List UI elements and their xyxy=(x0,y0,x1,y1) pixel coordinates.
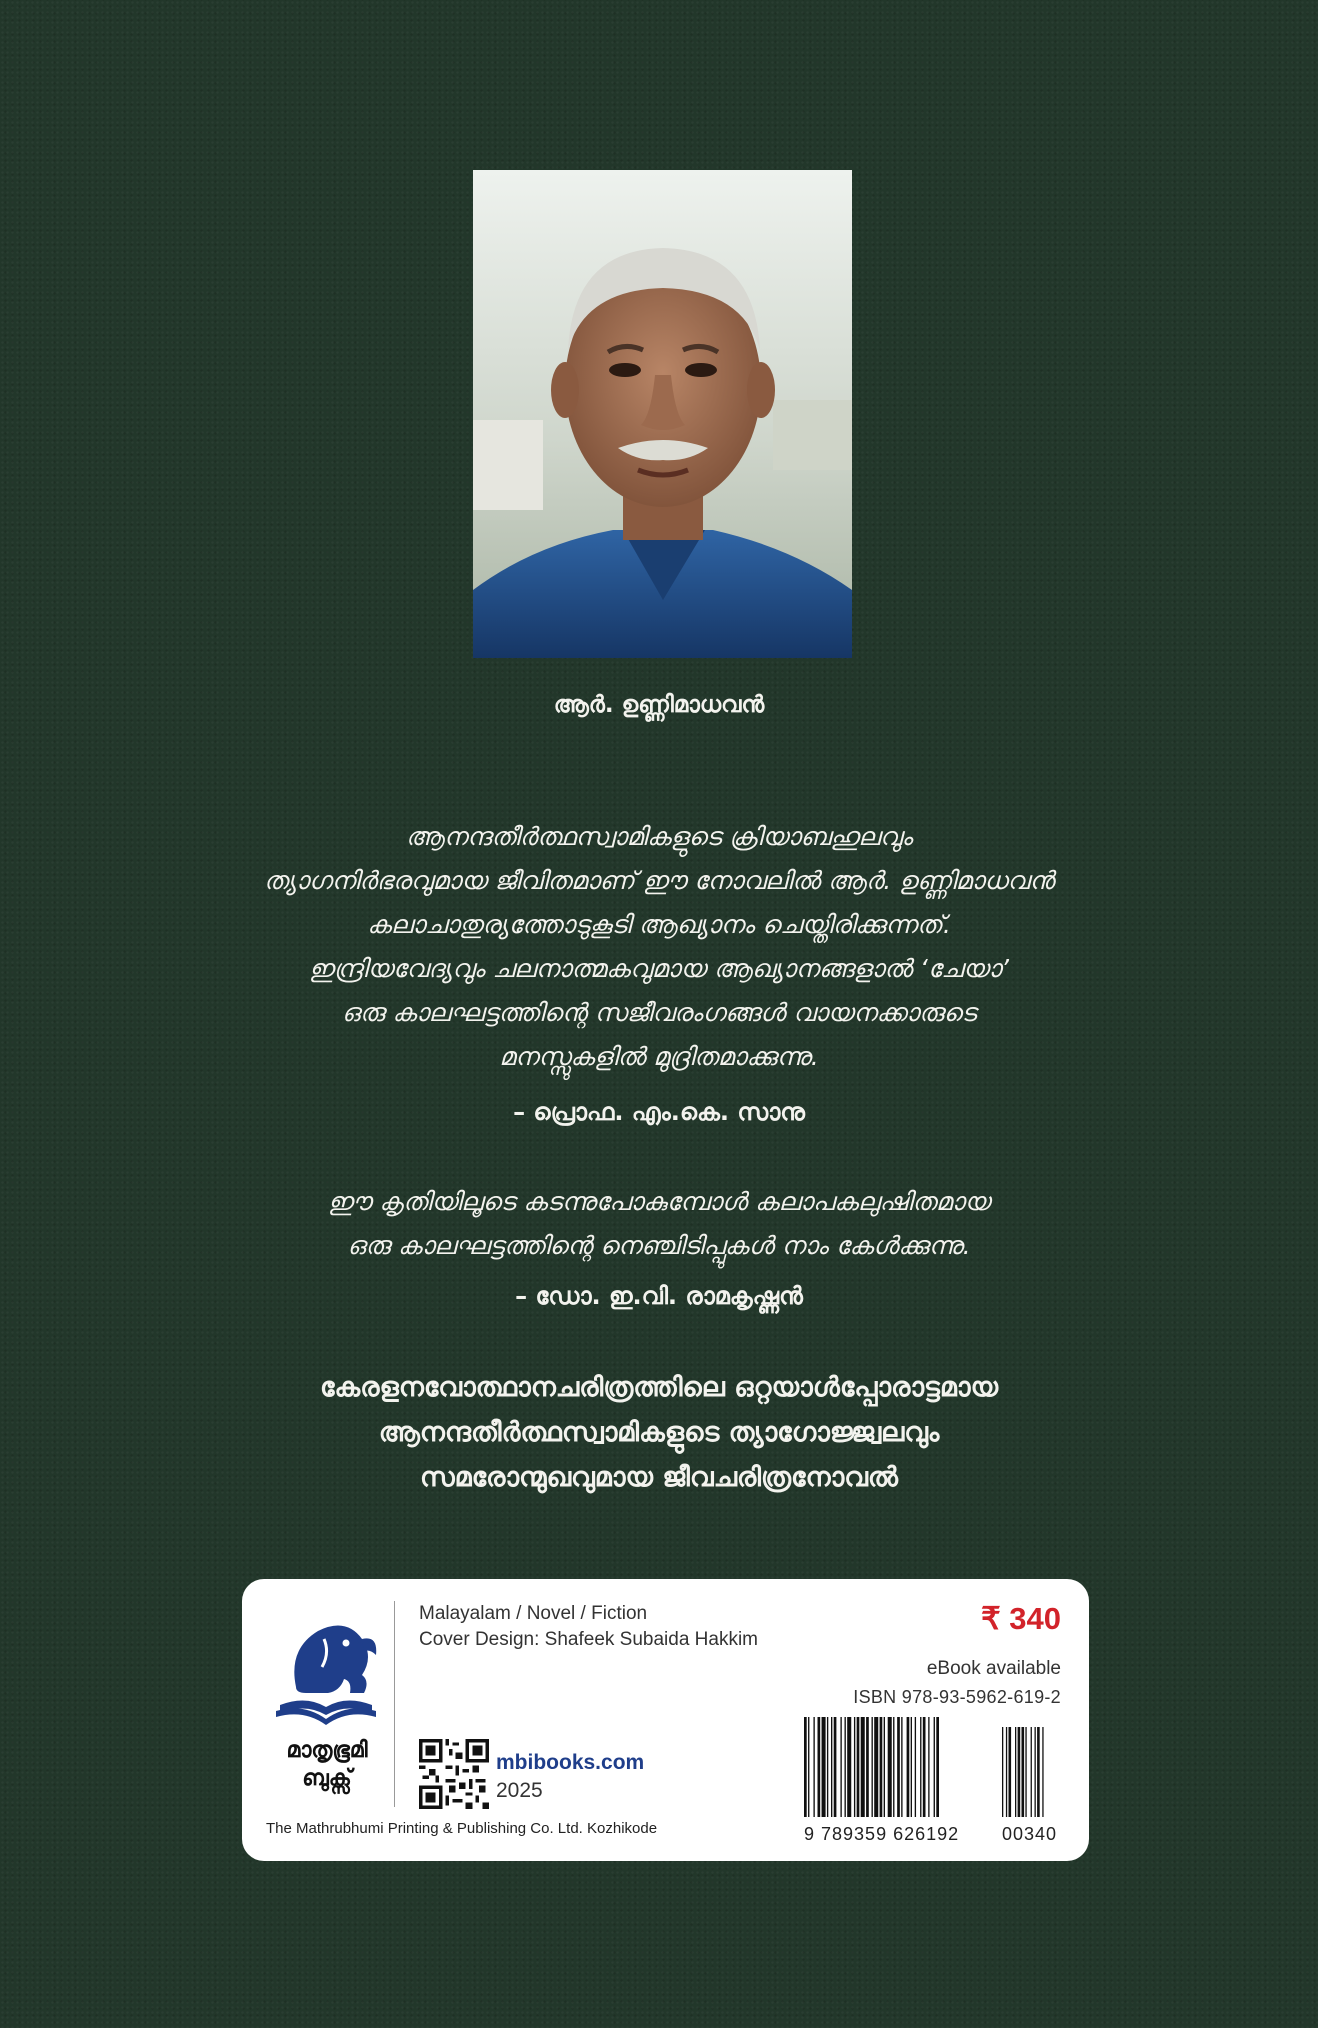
summary-line: കേരളനവോത്ഥാനചരിത്രത്തിലെ ഒറ്റയാൾപ്പോരാട്ടമായ xyxy=(319,1372,999,1403)
quote-1-line: ത്യാഗനിർഭരവുമായ ജീവിതമാണ് ഈ നോവലിൽ ആർ. ഉണ്ണിമാധവൻ xyxy=(263,866,1055,895)
logo-line-1: മാതൃഭൂമി xyxy=(286,1738,368,1763)
quote-1 xyxy=(160,815,1158,1079)
barcode-bar xyxy=(907,1717,910,1817)
quote-2 xyxy=(160,1180,1158,1268)
logo-wordmark xyxy=(252,1737,402,1793)
quote-2-attribution: – ഡോ. ഇ.വി. രാമകൃഷ്ണൻ xyxy=(515,1282,803,1310)
barcode-bar xyxy=(897,1717,900,1817)
barcode-bar xyxy=(934,1717,935,1817)
publication-year: 2025 xyxy=(496,1779,543,1802)
ebook-note: eBook available xyxy=(926,1658,1061,1679)
barcode-bar xyxy=(866,1717,869,1817)
divider xyxy=(394,1601,395,1807)
quote-1-line: ഒരു കാലഘട്ടത്തിന്റെ സജീവരംഗങ്ങൾ വായനക്കാരുടെ xyxy=(341,998,977,1027)
quote-1-attribution: – പ്രൊഫ. എം.കെ. സാനു xyxy=(513,1098,805,1126)
barcode-addon-number: 00340 xyxy=(1002,1824,1058,1844)
quote-2-line: ഒരു കാലഘട്ടത്തിന്റെ നെഞ്ചിടിപ്പുകൾ നാം കേൾക്കുന്നു. xyxy=(347,1231,971,1260)
barcode-bar xyxy=(880,1717,883,1817)
barcode-bar xyxy=(874,1717,878,1817)
barcode-bar xyxy=(854,1717,855,1817)
barcode-bar xyxy=(840,1717,841,1817)
publisher-panel xyxy=(242,1579,1089,1861)
barcode-addon-bar xyxy=(1002,1727,1003,1817)
barcode-addon-bar xyxy=(1018,1727,1021,1817)
barcode-bar xyxy=(872,1717,873,1817)
barcode-addon-bar xyxy=(1015,1727,1016,1817)
barcode-addon-bar xyxy=(1006,1727,1007,1817)
logo-line-2: ബുക്സ് xyxy=(302,1766,352,1791)
barcode-bar xyxy=(928,1717,929,1817)
book-info xyxy=(419,1601,758,1653)
barcode-bar xyxy=(822,1717,826,1817)
barcode-bar xyxy=(911,1717,912,1817)
author-portrait xyxy=(473,170,852,658)
quote-1-line: ആനന്ദതീർത്ഥസ്വാമികളുടെ ക്രിയാബഹുലവും xyxy=(405,822,913,851)
barcode-bar xyxy=(813,1717,814,1817)
cover-design-credit: Cover Design: Shafeek Subaida Hakkim xyxy=(419,1629,759,1650)
quote-2-line: ഈ കൃതിയിലൂടെ കടന്നുപോകുമ്പോൾ കലാപകലുഷിതമായ xyxy=(328,1187,990,1216)
barcode-addon-bar xyxy=(1035,1727,1036,1817)
summary-line: ആനന്ദതീർത്ഥസ്വാമികളുടെ ത്യാഗോജ്ജ്വലവും xyxy=(378,1417,940,1448)
genre-text: Malayalam / Novel / Fiction xyxy=(419,1603,648,1624)
barcode-bar xyxy=(884,1717,885,1817)
book-summary xyxy=(150,1365,1168,1500)
barcode-bar xyxy=(845,1717,846,1817)
barcode-bar xyxy=(857,1717,860,1817)
barcode-bar xyxy=(847,1717,851,1817)
barcode-bar xyxy=(827,1717,828,1817)
price: ₹ 340 xyxy=(980,1601,1061,1636)
barcode-bar xyxy=(901,1717,902,1817)
qr-code-icon xyxy=(419,1739,489,1809)
barcode-bar xyxy=(804,1717,807,1817)
barcode-addon-bar xyxy=(1022,1727,1025,1817)
quote-1-line: മനസ്സുകളിൽ മുദ്രിതമാക്കുന്നു. xyxy=(499,1042,819,1071)
barcode-bar xyxy=(818,1717,821,1817)
barcode-bar xyxy=(808,1717,809,1817)
quote-1-line: കലാചാതുര്യത്തോടുകൂടി ആഖ്യാനം ചെയ്തിരിക്കുന്നത്. xyxy=(367,910,951,939)
barcode-addon-bar xyxy=(1025,1727,1026,1817)
barcode-number: 9 789359 626192 xyxy=(804,1824,960,1844)
barcode-addon-bar xyxy=(1037,1727,1040,1817)
isbn: ISBN 978-93-5962-619-2 xyxy=(853,1687,1061,1707)
quote-1-line: ഇന്ദ്രിയവേദ്യവും ചലനാത്മകവുമായ ആഖ്യാനങ്ങളാൽ ‘ചേയാ’ xyxy=(308,954,1010,983)
barcode-addon-bar xyxy=(1042,1727,1043,1817)
elephant-book-logo-icon xyxy=(266,1609,386,1729)
barcode-bar xyxy=(915,1717,916,1817)
barcode-bar xyxy=(861,1717,865,1817)
barcode-addon-bar xyxy=(1031,1727,1032,1817)
barcode-addon-bar xyxy=(1009,1727,1012,1817)
barcode-bar xyxy=(920,1717,921,1817)
publisher-name: The Mathrubhumi Printing & Publishing Co. Ltd. Kozhikode xyxy=(266,1820,658,1837)
barcode-bar xyxy=(893,1717,894,1817)
barcode-bar xyxy=(834,1717,837,1817)
author-name: ആർ. ഉണ്ണിമാധവൻ xyxy=(553,692,765,718)
summary-line: സമരോന്മുഖവുമായ ജീവചരിത്രനോവൽ xyxy=(420,1462,898,1493)
website-link[interactable]: mbibooks.com xyxy=(496,1751,645,1774)
barcode-bar xyxy=(831,1717,832,1817)
barcode-bar xyxy=(888,1717,892,1817)
isbn-barcode xyxy=(802,1717,1064,1817)
barcode-bar xyxy=(923,1717,926,1817)
barcode-bar xyxy=(936,1717,939,1817)
author-photo xyxy=(473,170,852,658)
